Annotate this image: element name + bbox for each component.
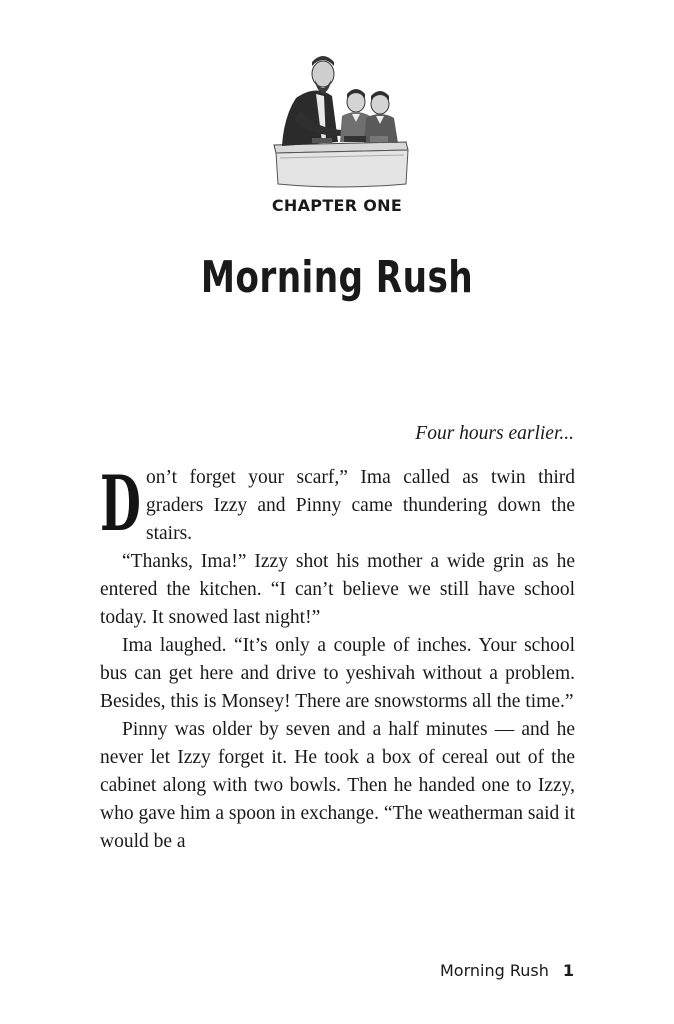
- page-footer: [440, 961, 574, 980]
- chapter-title: Morning Rush: [200, 252, 474, 303]
- drop-cap: D: [100, 459, 141, 548]
- chapter-body: [100, 459, 575, 856]
- page-number: 1: [562, 961, 574, 980]
- paragraph-1: [100, 459, 575, 548]
- paragraph-3: Ima laughed. “It’s only a couple of inches. Your school bus can get here and drive to yeshivah without a problem. Besides, this is Monsey! There are snowstorms all the time.”: [100, 635, 575, 712]
- paragraph-4: Pinny was older by seven and a half minutes — and he never let Izzy forget it. He took a box of cereal out of the cabinet along with two bowls. Then he handed one to Izzy, who gave him a spoon in exchange. “The weatherman said it would be a: [100, 719, 575, 852]
- time-transition-note: Four hours earlier...: [415, 423, 574, 444]
- chapter-label: CHAPTER ONE: [271, 196, 403, 215]
- running-title: Morning Rush: [439, 961, 549, 980]
- paragraph-text: on’t forget your scarf,” Ima called as twin third graders Izzy and Pinny came thundering down the stairs.: [146, 467, 575, 544]
- paragraph-2: “Thanks, Ima!” Izzy shot his mother a wide grin as he entered the kitchen. “I can’t believe we still have school today. It snowed last night!”: [100, 551, 575, 628]
- chapter-illustration: [266, 50, 414, 190]
